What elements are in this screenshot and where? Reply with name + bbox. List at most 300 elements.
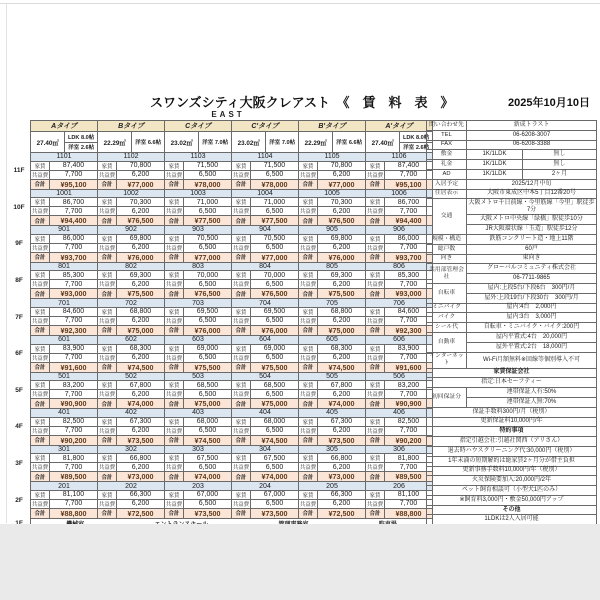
rent-value: 69,500 [184, 307, 232, 316]
total-value: ¥92,300 [385, 325, 433, 335]
total-label: 合計 [366, 435, 385, 445]
rent-label: 家賃 [232, 344, 251, 353]
total-value: ¥76,500 [117, 216, 165, 226]
room-number: 304 [232, 445, 299, 454]
total-label: 合計 [366, 252, 385, 262]
fee-value: 7,700 [385, 390, 433, 399]
info-value: 東向き [467, 254, 597, 264]
total-label: 合計 [165, 472, 184, 482]
room-number: 504 [232, 372, 299, 381]
type-room-size: 洋室 7.0帖 [269, 140, 296, 146]
total-label: 合計 [31, 252, 50, 262]
rent-label: 家賃 [31, 381, 50, 390]
total-label: 合計 [165, 252, 184, 262]
rent-value: 70,000 [184, 271, 232, 280]
total-value: ¥76,500 [184, 289, 232, 299]
fee-label: 共益費 [165, 207, 184, 216]
total-value: ¥77,000 [318, 179, 366, 189]
fee-value: 7,700 [385, 463, 433, 472]
fee-value: 6,200 [318, 207, 366, 216]
fee-label: 共益費 [98, 170, 117, 179]
fee-value: 6,200 [117, 463, 165, 472]
fee-label: 共益費 [299, 207, 318, 216]
total-label: 合計 [165, 508, 184, 518]
room-number: 303 [165, 445, 232, 454]
rent-value: 71,500 [251, 161, 299, 170]
total-label: 合計 [165, 289, 184, 299]
info-note: 1LDKは2人入居可能 [427, 515, 597, 525]
fee-value: 6,500 [251, 316, 299, 325]
type-area: 22.29㎡ [304, 139, 327, 147]
page-bottom-margin [0, 524, 600, 600]
rent-label: 家賃 [98, 234, 117, 243]
rent-value: 70,000 [251, 271, 299, 280]
total-value: ¥88,800 [385, 508, 433, 518]
type-area: 23.02㎡ [237, 139, 260, 147]
rent-label: 家賃 [299, 454, 318, 463]
type-header: Aタイプ [31, 121, 98, 132]
rent-label: 家賃 [299, 344, 318, 353]
total-value: ¥77,000 [184, 252, 232, 262]
info-value: 新成トラスト [467, 121, 597, 131]
total-value: ¥72,500 [117, 508, 165, 518]
rent-label: 家賃 [299, 271, 318, 280]
info-value: 60戸 [467, 244, 597, 254]
total-label: 合計 [232, 435, 251, 445]
total-label: 合計 [31, 362, 50, 372]
rent-value: 69,300 [318, 271, 366, 280]
room-number: 905 [299, 226, 366, 235]
total-label: 合計 [232, 289, 251, 299]
fee-label: 共益費 [98, 316, 117, 325]
total-label: 合計 [232, 508, 251, 518]
type-spec [232, 132, 299, 153]
rent-label: 家賃 [31, 234, 50, 243]
floor-label: 11F [8, 153, 31, 190]
total-label: 合計 [31, 472, 50, 482]
total-label: 合計 [299, 362, 318, 372]
fee-label: 共益費 [366, 243, 385, 252]
total-value: ¥74,500 [184, 435, 232, 445]
rent-label: 家賃 [299, 490, 318, 499]
info-label: FAX [427, 140, 467, 150]
rent-value: 86,700 [50, 198, 98, 207]
fee-value: 6,200 [318, 280, 366, 289]
room-number: 701 [31, 299, 98, 308]
fee-value: 6,200 [318, 353, 366, 362]
type-spec [31, 132, 98, 153]
fee-label: 共益費 [232, 353, 251, 362]
info-label: AD [427, 169, 467, 179]
rent-value: 70,500 [184, 234, 232, 243]
room-number: 805 [299, 262, 366, 271]
info-sub: 1K/1LDK [467, 150, 523, 160]
rent-label: 家賃 [299, 161, 318, 170]
rent-value: 68,500 [184, 381, 232, 390]
rent-label: 家賃 [366, 490, 385, 499]
info-note: 特約事項 [427, 427, 597, 437]
type-header: B'タイプ [299, 121, 366, 132]
fee-value: 6,500 [184, 353, 232, 362]
total-label: 合計 [31, 289, 50, 299]
total-label: 合計 [98, 399, 117, 409]
rent-value: 82,500 [385, 417, 433, 426]
rent-label: 家賃 [98, 271, 117, 280]
fee-label: 共益費 [299, 499, 318, 508]
fee-value: 6,200 [318, 316, 366, 325]
rent-label: 家賃 [232, 381, 251, 390]
fee-label: 共益費 [165, 280, 184, 289]
info-label: 規模・構造 [427, 234, 467, 244]
type-room-size: LDK 8.0帖 [67, 134, 95, 141]
fee-value: 6,500 [184, 426, 232, 435]
fee-value: 6,500 [251, 170, 299, 179]
fee-label: 共益費 [98, 390, 117, 399]
total-value: ¥74,500 [117, 362, 165, 372]
fee-value: 6,500 [251, 207, 299, 216]
total-label: 合計 [98, 435, 117, 445]
total-value: ¥75,000 [318, 325, 366, 335]
total-value: ¥74,000 [251, 472, 299, 482]
total-label: 合計 [98, 472, 117, 482]
rent-value: 84,600 [50, 307, 98, 316]
rent-value: 70,800 [318, 161, 366, 170]
rent-value: 87,400 [385, 161, 433, 170]
type-room-size: 洋室 2.6帖 [65, 142, 97, 153]
type-area: 27.40㎡ [36, 139, 59, 147]
fee-label: 共益費 [31, 207, 50, 216]
total-value: ¥74,000 [184, 472, 232, 482]
fee-label: 共益費 [366, 170, 385, 179]
floor-label: 7F [8, 299, 31, 336]
room-number: 604 [232, 335, 299, 344]
info-label: TEL [427, 130, 467, 140]
fee-label: 共益費 [98, 353, 117, 362]
info-value: 連帯保証人無:70% [467, 397, 597, 407]
room-number: 403 [165, 409, 232, 418]
rent-label: 家賃 [98, 490, 117, 499]
room-number: 1001 [31, 189, 98, 198]
floor-label: 4F [8, 409, 31, 446]
fee-label: 共益費 [98, 243, 117, 252]
fee-label: 共益費 [31, 280, 50, 289]
total-label: 合計 [165, 179, 184, 189]
rent-value: 70,500 [251, 234, 299, 243]
fee-value: 6,500 [184, 280, 232, 289]
total-label: 合計 [366, 289, 385, 299]
fee-label: 共益費 [31, 170, 50, 179]
wing-label: EAST [211, 110, 245, 119]
total-value: ¥78,000 [251, 179, 299, 189]
floor-label: 9F [8, 226, 31, 263]
fee-value: 6,200 [117, 243, 165, 252]
rent-value: 66,300 [318, 490, 366, 499]
fee-value: 6,200 [117, 353, 165, 362]
total-value: ¥90,900 [385, 399, 433, 409]
info-value: 大阪メトロ千日前線・今里筋線「今里」駅徒歩7分 [468, 199, 595, 213]
info-label: 初回保証分 [427, 388, 467, 408]
room-number: 301 [31, 445, 98, 454]
fee-value: 7,700 [385, 426, 433, 435]
rent-label: 家賃 [232, 161, 251, 170]
fee-label: 共益費 [165, 390, 184, 399]
total-value: ¥75,500 [318, 289, 366, 299]
room-number: 606 [366, 335, 433, 344]
total-label: 合計 [98, 508, 117, 518]
total-label: 合計 [232, 362, 251, 372]
fee-label: 共益費 [299, 170, 318, 179]
info-value: JR大阪環状線「玉造」駅徒歩12分 [467, 225, 597, 235]
rent-value: 69,800 [117, 234, 165, 243]
info-value: 2025/12月中旬 [467, 179, 597, 189]
total-label: 合計 [299, 472, 318, 482]
type-spec [98, 132, 165, 153]
rent-label: 家賃 [299, 381, 318, 390]
fee-label: 共益費 [165, 499, 184, 508]
info-note: 1年未満の短期解約は総家賃2ヶ月分が借主負担 [427, 456, 597, 466]
total-label: 合計 [232, 399, 251, 409]
rent-value: 66,300 [117, 490, 165, 499]
fee-value: 6,500 [251, 499, 299, 508]
fee-value: 7,700 [50, 463, 98, 472]
room-number: 302 [98, 445, 165, 454]
info-label: 入居予定 [427, 179, 467, 189]
info-value: 屋外平置式:2台 18,000円 [467, 342, 597, 352]
room-number: 1101 [31, 153, 98, 162]
fee-label: 共益費 [165, 170, 184, 179]
total-value: ¥76,000 [184, 325, 232, 335]
type-spec [366, 132, 433, 153]
room-number: 505 [299, 372, 366, 381]
total-value: ¥93,000 [385, 289, 433, 299]
room-number: 1102 [98, 153, 165, 162]
total-value: ¥90,200 [385, 435, 433, 445]
fee-value: 7,700 [385, 499, 433, 508]
info-label: インターネット [427, 352, 467, 368]
corner-cell [8, 121, 31, 153]
total-value: ¥75,500 [184, 362, 232, 372]
total-value: ¥89,500 [50, 472, 98, 482]
fee-value: 7,700 [385, 170, 433, 179]
fee-value: 6,200 [117, 390, 165, 399]
total-value: ¥75,000 [251, 399, 299, 409]
total-label: 合計 [31, 179, 50, 189]
rent-label: 家賃 [165, 307, 184, 316]
fee-value: 6,200 [117, 316, 165, 325]
info-value: 鉄筋コンクリート造・地上11階 [467, 234, 597, 244]
rent-label: 家賃 [366, 271, 385, 280]
total-label: 合計 [31, 399, 50, 409]
rent-value: 81,800 [50, 454, 98, 463]
type-area: 27.40㎡ [371, 139, 394, 147]
fee-label: 共益費 [299, 426, 318, 435]
room-number: 803 [165, 262, 232, 271]
rent-label: 家賃 [165, 417, 184, 426]
fee-label: 共益費 [366, 426, 385, 435]
rent-value: 67,800 [318, 381, 366, 390]
info-value: 06-6208-3007 [467, 130, 597, 140]
total-label: 合計 [232, 325, 251, 335]
fee-label: 共益費 [98, 499, 117, 508]
room-number: 506 [366, 372, 433, 381]
rent-value: 86,700 [385, 198, 433, 207]
fee-label: 共益費 [165, 316, 184, 325]
info-label: 総戸数 [427, 244, 467, 254]
rent-value: 67,500 [251, 454, 299, 463]
room-number: 705 [299, 299, 366, 308]
fee-label: 共益費 [366, 280, 385, 289]
rent-label: 家賃 [366, 417, 385, 426]
rent-label: 家賃 [165, 381, 184, 390]
rent-value: 81,100 [50, 490, 98, 499]
room-number: 305 [299, 445, 366, 454]
floor-label: 5F [8, 372, 31, 409]
room-number: 401 [31, 409, 98, 418]
room-number: 202 [98, 482, 165, 491]
room-number: 1104 [232, 153, 299, 162]
fee-label: 共益費 [98, 280, 117, 289]
rent-label: 家賃 [366, 234, 385, 243]
room-number: 603 [165, 335, 232, 344]
info-note: 更新保証料10,000円/年 [427, 417, 597, 427]
info-note: 指定:日本セーフティー [427, 378, 597, 388]
room-number: 706 [366, 299, 433, 308]
type-header: A'タイプ [366, 121, 433, 132]
total-value: ¥72,500 [318, 508, 366, 518]
fee-value: 7,700 [50, 280, 98, 289]
room-number: 1106 [366, 153, 433, 162]
fee-value: 6,500 [251, 463, 299, 472]
fee-label: 共益費 [31, 499, 50, 508]
total-label: 合計 [366, 508, 385, 518]
total-label: 合計 [165, 435, 184, 445]
floor-label: 2F [8, 482, 31, 519]
info-note: その他 [427, 505, 597, 515]
total-label: 合計 [232, 179, 251, 189]
fee-label: 共益費 [165, 463, 184, 472]
fee-value: 6,500 [184, 170, 232, 179]
rent-label: 家賃 [232, 271, 251, 280]
rent-value: 85,300 [385, 271, 433, 280]
fee-value: 7,700 [50, 426, 98, 435]
total-value: ¥77,500 [251, 216, 299, 226]
fee-label: 共益費 [165, 426, 184, 435]
room-number: 503 [165, 372, 232, 381]
rent-label: 家賃 [232, 234, 251, 243]
total-label: 合計 [299, 325, 318, 335]
rent-value: 67,500 [184, 454, 232, 463]
rent-label: 家賃 [98, 161, 117, 170]
total-label: 合計 [299, 508, 318, 518]
rent-value: 81,100 [385, 490, 433, 499]
fee-value: 7,700 [385, 207, 433, 216]
fee-value: 7,700 [50, 170, 98, 179]
fee-value: 6,200 [117, 280, 165, 289]
fee-value: 6,200 [318, 170, 366, 179]
rent-value: 68,300 [117, 344, 165, 353]
total-label: 合計 [98, 216, 117, 226]
rent-label: 家賃 [165, 198, 184, 207]
fee-value: 6,500 [251, 390, 299, 399]
rent-value: 68,300 [318, 344, 366, 353]
total-label: 合計 [299, 179, 318, 189]
total-value: ¥76,000 [251, 325, 299, 335]
info-label: 共用部管理会社 [427, 264, 467, 284]
rent-label: 家賃 [366, 381, 385, 390]
fee-value: 6,500 [184, 390, 232, 399]
fee-value: 7,700 [50, 243, 98, 252]
rent-label: 家賃 [165, 454, 184, 463]
fee-value: 7,700 [385, 280, 433, 289]
fee-label: 共益費 [299, 463, 318, 472]
fee-value: 6,200 [117, 170, 165, 179]
info-value: 大阪市東成区中本5丁目12番20号 [467, 189, 597, 199]
info-note: 火災保険要加入:20,000円/2年 [427, 476, 597, 486]
rent-value: 67,000 [251, 490, 299, 499]
room-number: 901 [31, 226, 98, 235]
rent-label: 家賃 [366, 454, 385, 463]
total-value: ¥76,500 [318, 216, 366, 226]
rent-label: 家賃 [31, 271, 50, 280]
rent-label: 家賃 [98, 198, 117, 207]
total-value: ¥76,000 [117, 252, 165, 262]
total-value: ¥93,700 [385, 252, 433, 262]
fee-label: 共益費 [232, 390, 251, 399]
room-number: 704 [232, 299, 299, 308]
rent-value: 83,200 [50, 381, 98, 390]
fee-value: 6,200 [117, 426, 165, 435]
rent-table [8, 120, 433, 529]
rent-label: 家賃 [98, 454, 117, 463]
page-left-edge [6, 3, 7, 523]
room-number: 1103 [165, 153, 232, 162]
rent-value: 82,500 [50, 417, 98, 426]
rent-value: 70,800 [117, 161, 165, 170]
total-label: 合計 [165, 216, 184, 226]
fee-label: 共益費 [98, 207, 117, 216]
rent-label: 家賃 [31, 417, 50, 426]
total-value: ¥91,600 [385, 362, 433, 372]
info-label: 交通 [427, 199, 467, 235]
room-number: 801 [31, 262, 98, 271]
type-room-size: 洋室 6.6帖 [135, 140, 162, 146]
rent-label: 家賃 [31, 307, 50, 316]
fee-value: 6,500 [184, 316, 232, 325]
info-note: 家賃保証会社 [427, 368, 597, 378]
info-sub: 1K/1LDK [467, 169, 523, 179]
total-label: 合計 [299, 216, 318, 226]
fee-value: 7,700 [385, 353, 433, 362]
fee-value: 6,500 [184, 207, 232, 216]
rent-value: 83,200 [385, 381, 433, 390]
total-value: ¥93,000 [50, 289, 98, 299]
rent-label: 家賃 [232, 490, 251, 499]
room-number: 602 [98, 335, 165, 344]
room-number: 904 [232, 226, 299, 235]
info-note: 更新事務手数料10,000円/年（税別） [427, 466, 597, 476]
total-label: 合計 [98, 289, 117, 299]
total-label: 合計 [366, 325, 385, 335]
room-number: 502 [98, 372, 165, 381]
rent-value: 68,000 [251, 417, 299, 426]
rent-value: 67,300 [318, 417, 366, 426]
fee-label: 共益費 [98, 463, 117, 472]
total-value: ¥74,000 [318, 399, 366, 409]
room-number: 702 [98, 299, 165, 308]
fee-value: 7,700 [385, 316, 433, 325]
info-label: 自転車 [427, 283, 467, 303]
rent-label: 家賃 [165, 490, 184, 499]
